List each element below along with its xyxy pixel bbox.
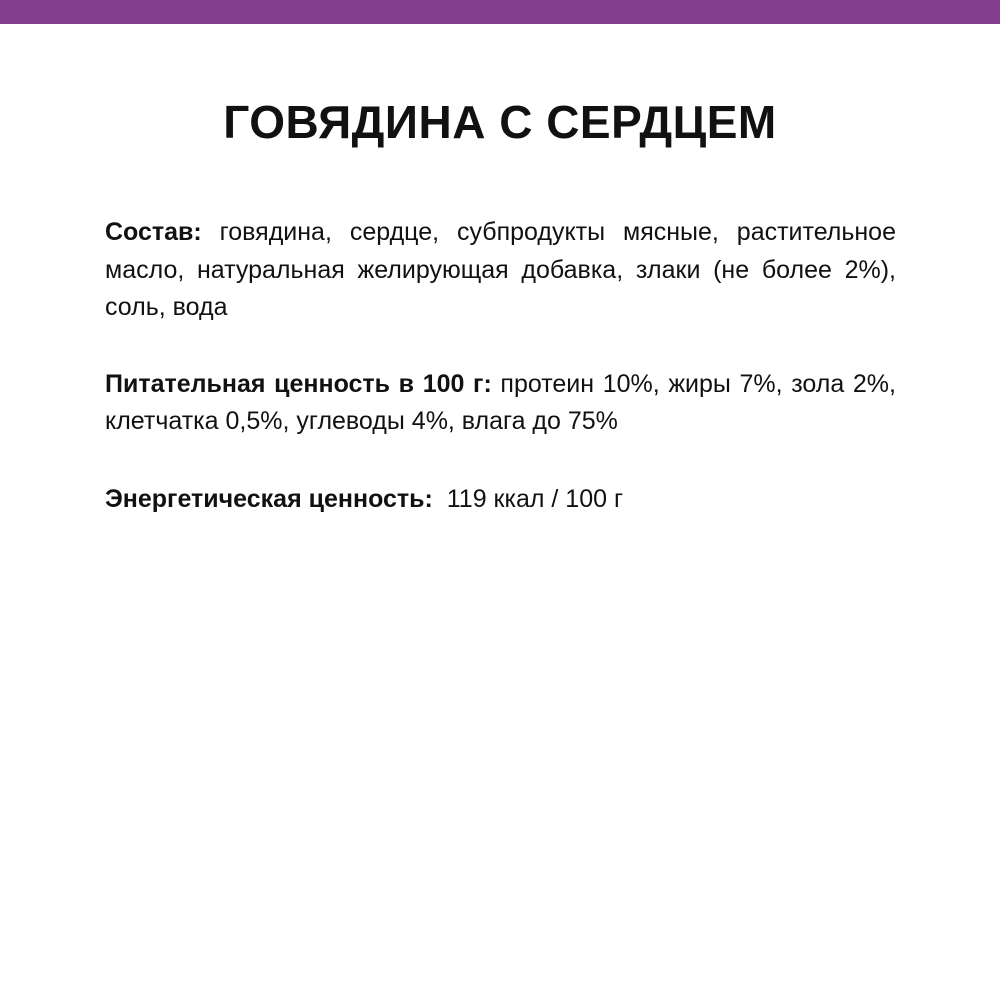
nutrition-label: Питательная ценность в 100 г: (105, 369, 492, 398)
energy-label: Энергетическая ценность: (105, 484, 433, 513)
nutrition-text: протеин 10%, жиры 7%, зола 2%, клетчатка 0,5%, углеводы 4%, влага до 75% (105, 369, 896, 435)
composition-label: Состав: (105, 218, 202, 246)
energy-text: 119 ккал / 100 г (432, 484, 624, 513)
nutrition-paragraph (105, 366, 896, 441)
product-details (105, 214, 896, 518)
accent-top-bar (0, 0, 1000, 24)
product-title: ГОВЯДИНА С СЕРДЦЕМ (223, 96, 777, 148)
composition-text: говядина, сердце, субпродукты мясные, растительное масло, натуральная желирующая добавка, злаки (не более 2%), соль, вода (105, 218, 896, 321)
composition-paragraph (105, 214, 896, 327)
energy-paragraph (105, 481, 896, 519)
